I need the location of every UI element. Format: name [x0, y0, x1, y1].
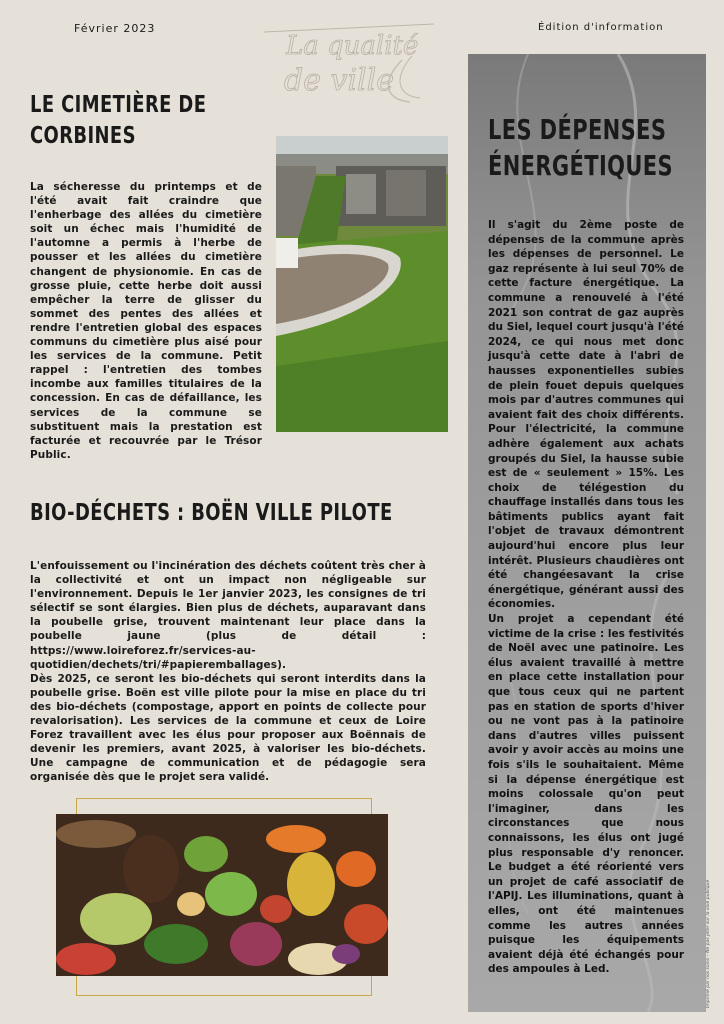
biowaste-title: BIO-DÉCHETS : BOËN VILLE PILOTE	[30, 500, 393, 526]
cemetery-title-line1: LE CIMETIÈRE DE	[30, 92, 207, 118]
energy-title-line2: ÉNERGÉTIQUES	[488, 149, 674, 182]
logo-graphic	[262, 10, 438, 106]
print-note: Imprimé par nos soins – Ne pas jeter sur la voie publique	[706, 879, 711, 1008]
biowaste-para-1: L'enfouissement ou l'incinération des déchets coûtent très cher à la collectivité et ont un impact non négligeable sur l'environnement. Depuis le 1er janvier 2023, les consignes de tri sélectif se sont élargies. Bien plus de déchets, auparavant dans la poubelle grise, trouvent maintenant leur place dans la poubelle jaune (plus de détail : https://www.loireforez.fr/services-au-quotidien/dechets/tri/#papieremballages).	[30, 560, 426, 671]
biowaste-body	[30, 559, 426, 785]
cemetery-title	[30, 90, 206, 152]
cemetery-body: La sécheresse du printemps et de l'été avait fait craindre que l'enherbage des allées du cimetière soit un échec mais l'humidité de l'automne a permis à l'herbe de pousser et les allées du cimetière changent de physionomie. En cas de grosse pluie, cette herbe doit aussi empêcher la terre de glisser du sommet des pentes des allées et rendre l'entretien global des espaces communs du cimetière plus aisé pour les services de la commune. Petit rappel : l'entretien des tombes incombe aux familles titulaires de la concession. En cas de défaillance, les services de la commune se substituent mais la prestation est facturée et recouvrée par le Trésor Public.	[30, 181, 262, 461]
logo	[262, 10, 438, 106]
logo-line2: de ville	[284, 63, 394, 98]
energy-body	[488, 218, 684, 977]
cemetery-title-line2: CORBINES	[30, 123, 136, 149]
energy-para-2: Un projet a cependant été victime de la crise : les festivités de Noël avec une patinoire. Les élus avaient travaillé à mettre en place cette installation pour que tous ceux qui ne partent pas en station de sports d'hiver ou ne vont pas à la patinoire dans d'autres villes puissent avoir y avoir accès au moins une fois s'ils le souhaitaient. Même si la dépense énergétique est moins colossale qu'on peut l'imaginer, dans les circonstances que nous connaissons, les élus ont jugé plus responsable d'y renoncer. Le budget a été réorienté vers un projet de café associatif de l'APIJ. Les illuminations, quant à elles, ont été maintenues comme les autres années puisque les équipements avaient déjà été échangés pour des ampoules à Led.	[488, 613, 684, 976]
edition-label: Édition d'information	[538, 22, 664, 33]
biowaste-para-2: Dès 2025, ce seront les bio-déchets qui seront interdits dans la poubelle grise. Boën est ville pilote pour la mise en place du tri des bio-déchets (compostage, apport en points de collecte pour revalorisation). Les services de la commune et ceux de Loire Forez travaillent avec les élus pour proposer aux Boënnais de devenir les premiers, avant 2025, à valoriser les bio-déchets. Une campagne de communication et de pédagogie sera organisée dès que le projet sera validé.	[30, 672, 426, 784]
compost-photo	[56, 814, 388, 976]
energy-para-1: Il s'agit du 2ème poste de dépenses de la commune après les dépenses de personnel. Le gaz représente à lui seul 70% de cette facture énergétique. La commune a renouvelé à l'été 2021 son contrat de gaz auprès du Siel, lequel court jusqu'à l'été 2024, ce qui nous met donc jusqu'à cette date à l'abri de hausses exponentielles subies de plein fouet depuis quelques mois par d'autres communes qui avaient fait des choix différents. Pour l'électricité, la commune adhère également aux achats groupés du Siel, la hausse subie est de « seulement » 15%. Les choix de télégestion du chauffage installés dans tous les bâtiments publics ayant fait l'objet de travaux démontrent aujourd'hui encore plus leur intérêt. Plusieurs chaudières ont été changéesavant la crise énergétique, générant aussi des économies.	[488, 219, 684, 611]
issue-date: Février 2023	[74, 22, 156, 35]
logo-line1: La qualité	[286, 31, 419, 61]
cemetery-photo	[276, 136, 448, 432]
energy-title	[488, 112, 673, 184]
energy-title-line1: LES DÉPENSES	[488, 113, 667, 146]
